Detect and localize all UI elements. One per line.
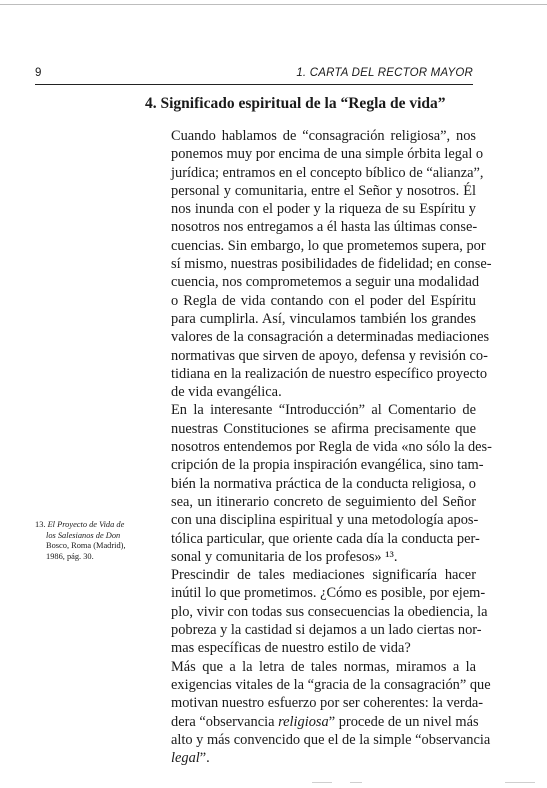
text-line: inútil lo que prometimos. ¿Cómo es posible, por ejem-: [171, 585, 486, 602]
text-line: nosotros entendemos por Regla de vida «no sólo la des-: [171, 439, 492, 456]
text-line: plo, vivir con todas sus consecuencias la obediencia, la: [171, 603, 488, 620]
text-line: exigencias vitales de la “gracia de la consagración” que: [171, 676, 491, 693]
footnote-line-1: [35, 520, 136, 531]
text-line: cripción de la propia inspiración evangélica, sino tam-: [171, 457, 484, 474]
footnote-text: 1986, pág. 30.: [46, 551, 94, 561]
running-head: 1. CARTA DEL RECTOR MAYOR: [296, 67, 473, 79]
text-line: tidiana en la realización de nuestro específico proyecto: [171, 365, 488, 382]
edge-mark: [505, 782, 535, 783]
text-line: pobreza y la castidad si dejamos a un lado ciertas nor-: [171, 622, 482, 639]
text-line: nuestras Constituciones se afirma precisamente que: [171, 420, 476, 437]
text-line: mas específicas de nuestro estilo de vida?: [171, 640, 411, 657]
text-line: cuencia, nos comprometemos a seguir una modalidad: [171, 274, 480, 291]
text-line: personal y comunitaria, entre el Señor y nosotros. Él: [171, 182, 476, 199]
section-title: 4. Significado espiritual de la “Regla de vida”: [145, 95, 446, 112]
footnote-line-3: [35, 541, 136, 552]
text-line: o Regla de vida contando con el poder del Espíritu: [171, 292, 476, 309]
footnote-line-4: [35, 552, 136, 563]
text-line: ponemos muy por encima de una simple órbita legal o: [171, 146, 484, 163]
text-line: nos inunda con el poder y la riqueza de su Espíritu y: [171, 201, 476, 218]
page-number: 9: [35, 67, 42, 79]
edge-mark: [312, 782, 332, 783]
footnote-number: 13.: [35, 520, 46, 529]
text-line: sonal y comunitaria de los profesos» ¹³.: [171, 548, 398, 565]
text-line: legal”.: [171, 750, 210, 767]
text-line: bién la normativa práctica de la conducta religiosa, o: [171, 475, 476, 492]
text-line: normativas que sirven de apoyo, defensa y revisión co-: [171, 347, 488, 364]
paragraph-4: [145, 658, 491, 768]
footnote-text: El Proyecto de Vida de: [47, 520, 125, 529]
paragraph-2: [145, 401, 492, 566]
footnote-text: Bosco, Roma (Madrid),: [46, 541, 126, 551]
text-line: En la interesante “Introducción” al Comentario de: [171, 402, 476, 419]
paragraph-3: [145, 566, 488, 657]
footnote-13: [35, 520, 136, 562]
text-line: nosotros nos entregamos a él hasta las últimas conse-: [171, 219, 478, 236]
top-rule: [0, 4, 547, 5]
edge-mark: [350, 782, 362, 783]
text-line: cuencias. Sin embargo, lo que prometemos supera, por: [171, 237, 486, 254]
footnote-text: los Salesianos de Don: [46, 530, 121, 540]
text-line: dera “observancia religiosa” procede de un nivel más: [171, 713, 479, 730]
text-line: Prescindir de tales mediaciones significaría hacer: [171, 567, 476, 584]
text-line: valores de la consagración a determinadas mediaciones: [171, 329, 490, 346]
header-rule: [35, 84, 473, 85]
text-line: Más que a la letra de tales normas, miramos a la: [171, 658, 476, 675]
text-line: tólica particular, que oriente cada día la conducta per-: [171, 530, 480, 547]
body-text: [145, 127, 492, 767]
text-line: Cuando hablamos de “consagración religiosa”, nos: [171, 128, 476, 144]
page-header: [35, 67, 473, 83]
text-line: para cumplirla. Así, vinculamos también los grandes: [171, 310, 476, 327]
paragraph-1: [145, 127, 492, 401]
text-line: con una disciplina espiritual y una metodología apos-: [171, 512, 479, 529]
text-line: alto y más convencido que el de la simple “observancia: [171, 731, 491, 748]
text-line: motivan nuestro esfuerzo por ser coherentes: la verda-: [171, 695, 484, 712]
text-line: de vida evangélica.: [171, 384, 282, 401]
text-line: sí mismo, nuestras posibilidades de fidelidad; en conse-: [171, 256, 492, 273]
text-line: jurídica; entramos en el concepto bíblico de “alianza”,: [171, 164, 484, 181]
text-line: sea, un itinerario concreto de seguimiento del Señor: [171, 493, 476, 510]
bottom-edge-marks: [0, 782, 547, 784]
footnote-line-2: [35, 531, 136, 542]
